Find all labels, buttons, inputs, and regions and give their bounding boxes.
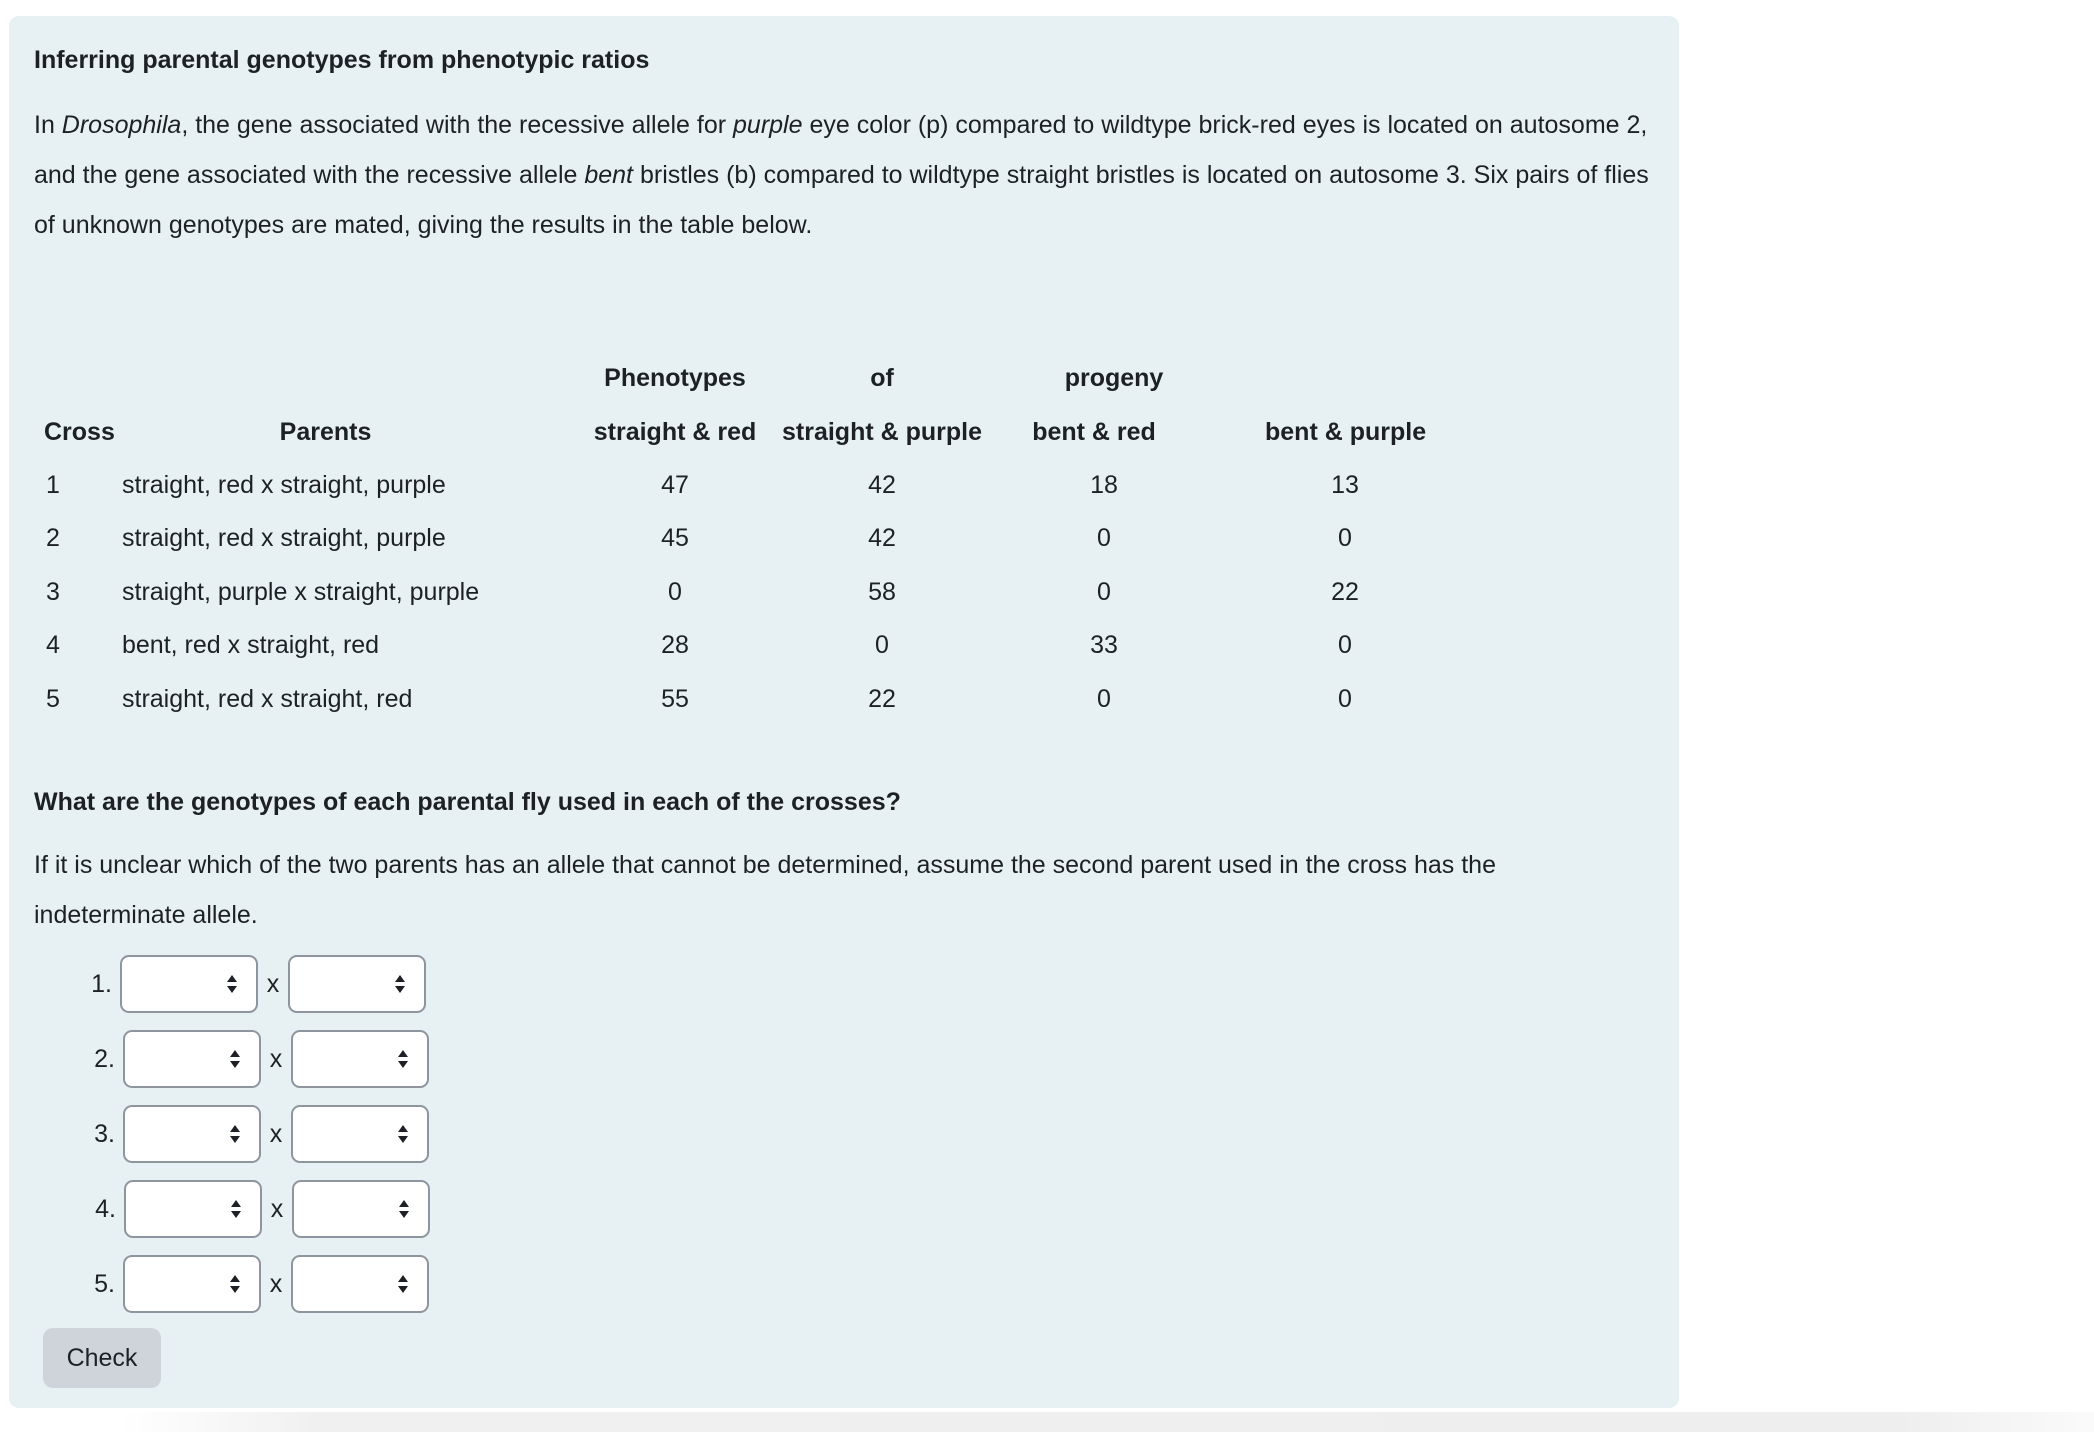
column-header-straight-purple: straight & purple: [781, 417, 982, 446]
count-straight-purple: 22: [868, 684, 896, 713]
sort-arrows-icon: [398, 1200, 410, 1218]
answer-row: [86, 1177, 430, 1241]
count-straight-purple: 58: [868, 577, 896, 606]
table-row: [34, 459, 1445, 512]
genotype-select-right[interactable]: [288, 955, 426, 1013]
cross-number: 3: [46, 577, 60, 606]
table-row: [34, 672, 1445, 725]
answer-row-number: 1.: [91, 969, 112, 998]
genotype-select-right[interactable]: [291, 1030, 429, 1088]
count-bent-purple: 13: [1331, 470, 1359, 499]
count-bent-red: 0: [1097, 577, 1111, 606]
page-bottom-shadow: [120, 1412, 2094, 1432]
table-row: [34, 566, 1445, 619]
count-bent-purple: 0: [1338, 524, 1352, 553]
answer-row-number: 2.: [94, 1044, 115, 1073]
answer-row: [85, 1027, 429, 1091]
super-header-of: of: [870, 364, 894, 393]
answer-row-number: 4.: [95, 1194, 116, 1223]
answer-row: [85, 1252, 429, 1316]
column-header-cross: Cross: [44, 417, 115, 446]
sort-arrows-icon: [229, 1050, 241, 1068]
cross-separator: x: [269, 1269, 283, 1298]
cross-number: 2: [46, 524, 60, 553]
count-bent-red: 0: [1097, 524, 1111, 553]
count-straight-red: 28: [661, 631, 689, 660]
column-header-straight-red: straight & red: [593, 417, 757, 446]
genotype-select-left[interactable]: [123, 1030, 261, 1088]
instruction-note: If it is unclear which of the two parents has an allele that cannot be determined, assume the second parent used in the cross has the indeterminate allele.: [34, 851, 1496, 929]
sort-arrows-icon: [229, 1125, 241, 1143]
super-header-phenotypes: Phenotypes: [604, 364, 746, 393]
sort-arrows-icon: [229, 1275, 241, 1293]
column-header-parents: Parents: [279, 417, 372, 446]
super-header-progeny: progeny: [1064, 364, 1164, 393]
answer-row-number: 5.: [94, 1269, 115, 1298]
table-header-row: [34, 405, 1445, 458]
count-bent-red: 33: [1090, 631, 1118, 660]
column-header-bent-purple: bent & purple: [1265, 417, 1427, 446]
cross-number: 1: [46, 470, 60, 499]
check-button[interactable]: Check: [43, 1328, 161, 1388]
count-bent-red: 18: [1090, 470, 1118, 499]
column-header-bent-red: bent & red: [1032, 417, 1156, 446]
genotype-select-right[interactable]: [291, 1105, 429, 1163]
answer-row-number: 3.: [94, 1119, 115, 1148]
count-straight-red: 55: [661, 684, 689, 713]
table-row: [34, 619, 1445, 672]
cross-number: 5: [46, 684, 60, 713]
genotype-select-left[interactable]: [124, 1180, 262, 1238]
parents-cell: bent, red x straight, red: [122, 631, 380, 660]
cross-separator: x: [270, 1194, 284, 1223]
count-straight-purple: 42: [868, 470, 896, 499]
count-bent-purple: 0: [1338, 631, 1352, 660]
sort-arrows-icon: [397, 1275, 409, 1293]
sort-arrows-icon: [230, 1200, 242, 1218]
genotype-select-right[interactable]: [292, 1180, 430, 1238]
count-straight-red: 47: [661, 470, 689, 499]
count-straight-red: 45: [661, 524, 689, 553]
cross-separator: x: [269, 1119, 283, 1148]
count-bent-purple: 0: [1338, 684, 1352, 713]
count-straight-purple: 42: [868, 524, 896, 553]
answer-row: [85, 1102, 429, 1166]
table-row: [34, 512, 1445, 565]
sort-arrows-icon: [226, 975, 238, 993]
parents-cell: straight, purple x straight, purple: [122, 577, 480, 606]
sub-question-prompt: What are the genotypes of each parental fly used in each of the crosses?: [34, 788, 901, 816]
question-intro: In Drosophila, the gene associated with the recessive allele for purple eye color (p) compared to wildtype brick-red eyes is located on autosome 2, and the gene associated with the recessive allele bent bristles (b) compared to wildtype straight bristles is located on autosome 3. Six pairs of flies of unknown genotypes are mated, giving the results in the table below.: [34, 111, 1649, 239]
question-title: Inferring parental genotypes from phenotypic ratios: [34, 46, 650, 74]
answer-row: [82, 952, 426, 1016]
genotype-select-left[interactable]: [120, 955, 258, 1013]
sort-arrows-icon: [397, 1125, 409, 1143]
count-straight-purple: 0: [875, 631, 889, 660]
genotype-select-right[interactable]: [291, 1255, 429, 1313]
genotype-select-left[interactable]: [123, 1255, 261, 1313]
parents-cell: straight, red x straight, purple: [122, 470, 446, 499]
parents-cell: straight, red x straight, purple: [122, 524, 446, 553]
genotype-select-left[interactable]: [123, 1105, 261, 1163]
parents-cell: straight, red x straight, red: [122, 684, 413, 713]
cross-number: 4: [46, 631, 60, 660]
count-bent-purple: 22: [1331, 577, 1359, 606]
cross-separator: x: [269, 1044, 283, 1073]
cross-separator: x: [266, 969, 280, 998]
results-table: [34, 352, 1445, 726]
table-super-header-row: [34, 352, 1445, 405]
count-bent-red: 0: [1097, 684, 1111, 713]
count-straight-red: 0: [668, 577, 682, 606]
sort-arrows-icon: [397, 1050, 409, 1068]
sort-arrows-icon: [394, 975, 406, 993]
